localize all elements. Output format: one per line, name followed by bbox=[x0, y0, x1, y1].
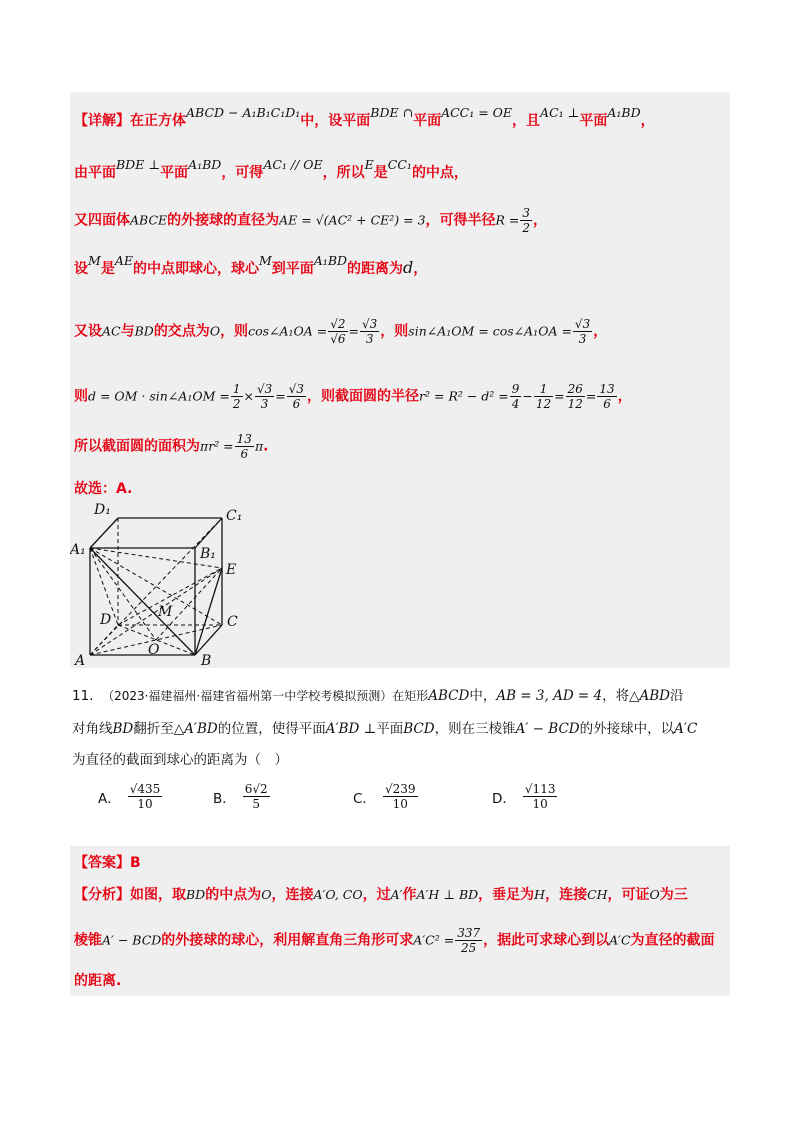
question-line-1 bbox=[72, 684, 684, 704]
segment-ac1 bbox=[90, 518, 222, 655]
math: O bbox=[209, 323, 221, 339]
text: 沿 bbox=[670, 688, 684, 704]
numerator: 6√2 bbox=[244, 782, 268, 796]
edge-ad bbox=[90, 625, 118, 655]
denominator: 2 bbox=[232, 397, 241, 411]
denominator: √6 bbox=[330, 332, 346, 346]
math: BD bbox=[186, 887, 206, 902]
math: = bbox=[554, 388, 565, 404]
label-m: M bbox=[158, 604, 173, 620]
text: 的外接球的球心，利用解直角三角形可求 bbox=[161, 932, 414, 949]
math: A′ − BCD bbox=[102, 932, 162, 948]
denominator: 3 bbox=[260, 397, 269, 411]
fraction bbox=[510, 382, 522, 411]
text: 平面 bbox=[413, 113, 442, 129]
math: d = OM · sin∠A₁OM = bbox=[88, 388, 230, 404]
math: d bbox=[403, 258, 414, 277]
text: ，则 bbox=[380, 323, 409, 340]
solution-line-6 bbox=[74, 382, 632, 411]
math: △A′BD bbox=[173, 721, 218, 737]
numerator: √3 bbox=[362, 317, 378, 331]
text: ， bbox=[593, 323, 608, 340]
question-line-3 bbox=[72, 748, 288, 768]
label-c1: C₁ bbox=[226, 508, 243, 524]
math: πr² = bbox=[200, 438, 234, 454]
text: 是 bbox=[100, 261, 115, 277]
denominator: 2 bbox=[522, 221, 531, 235]
math: A′H ⊥ BD bbox=[416, 887, 479, 902]
fraction bbox=[255, 382, 274, 411]
text: 又四面体 bbox=[74, 212, 130, 229]
text: 【分析】如图，取 bbox=[74, 887, 186, 903]
math: O bbox=[649, 887, 660, 902]
math: A₁BD bbox=[607, 105, 641, 120]
text: ，过 bbox=[362, 887, 391, 903]
fraction bbox=[566, 382, 585, 411]
text: 是 bbox=[373, 165, 388, 181]
fraction bbox=[128, 782, 163, 811]
math: A′ − BCD bbox=[515, 721, 580, 737]
text: ， bbox=[533, 212, 548, 229]
math: π bbox=[254, 438, 264, 454]
solution-line-2 bbox=[74, 157, 468, 182]
text: ， bbox=[640, 113, 655, 129]
fraction bbox=[383, 782, 418, 811]
text: ，则 bbox=[220, 323, 249, 340]
math: = bbox=[348, 323, 360, 339]
label-c: C bbox=[227, 614, 238, 630]
text: 所以截面圆的面积为 bbox=[74, 438, 200, 455]
text: ，连接 bbox=[271, 887, 314, 903]
fraction bbox=[231, 382, 243, 411]
option-label: B． bbox=[213, 790, 236, 807]
text: . bbox=[263, 438, 269, 455]
solution-line-1 bbox=[74, 105, 655, 130]
math: ABCD bbox=[428, 688, 470, 704]
math: A′BD ⊥ bbox=[325, 721, 377, 737]
label-b1: B₁ bbox=[200, 546, 216, 562]
option-label: C． bbox=[353, 790, 376, 807]
math: AE = √(AC² + CE²) = 3 bbox=[279, 212, 426, 228]
text: 为直径的截面 bbox=[630, 932, 715, 949]
cube-figure bbox=[70, 500, 250, 670]
label-a: A bbox=[75, 653, 86, 669]
math: BDE ∩ bbox=[370, 105, 414, 120]
math: A₁BD bbox=[188, 157, 222, 172]
text: ， bbox=[617, 388, 632, 405]
text: 的中点为 bbox=[205, 887, 262, 903]
math: − bbox=[522, 388, 533, 404]
numerator: √3 bbox=[574, 317, 591, 331]
question-line-2 bbox=[72, 717, 697, 737]
label-e: E bbox=[226, 562, 237, 578]
text: 到平面 bbox=[271, 261, 314, 277]
text: 作 bbox=[402, 887, 417, 903]
fraction bbox=[534, 382, 553, 411]
analysis-line-3 bbox=[74, 970, 121, 990]
text: 棱锥 bbox=[74, 932, 102, 949]
numerator: 9 bbox=[511, 382, 520, 396]
text: ，据此可求球心到以 bbox=[483, 932, 610, 949]
label-b: B bbox=[201, 653, 212, 669]
solution-line-7 bbox=[74, 432, 268, 461]
math: A′ bbox=[390, 887, 403, 902]
fraction bbox=[573, 317, 592, 346]
math: CC₁ bbox=[387, 157, 412, 172]
text: 中， bbox=[469, 688, 497, 704]
math: ABCD − A₁B₁C₁D₁ bbox=[186, 105, 301, 120]
math: AB = 3, AD = 4 bbox=[496, 688, 603, 704]
option-c[interactable] bbox=[353, 782, 419, 811]
text: 的中点， bbox=[411, 165, 468, 181]
math: A′C bbox=[609, 932, 631, 948]
denominator: 12 bbox=[567, 397, 583, 411]
denominator: 10 bbox=[392, 797, 408, 811]
option-a[interactable] bbox=[98, 782, 163, 811]
question-number: 11. bbox=[72, 688, 94, 704]
text: 的外接球中，以 bbox=[579, 721, 675, 737]
fraction bbox=[287, 382, 306, 411]
text: 则 bbox=[74, 388, 88, 405]
option-label: D． bbox=[492, 790, 516, 807]
text: ，则在三棱锥 bbox=[434, 721, 516, 737]
math: O bbox=[261, 887, 272, 902]
text: 由平面 bbox=[74, 165, 116, 181]
text: 平面 bbox=[579, 113, 608, 129]
numerator: 1 bbox=[534, 382, 553, 397]
math: cos∠A₁OA = bbox=[248, 323, 328, 339]
math: BDE ⊥ bbox=[116, 157, 161, 172]
math: A₁BD bbox=[313, 253, 348, 268]
denominator: 10 bbox=[137, 797, 153, 811]
math: R = bbox=[495, 212, 520, 228]
denominator: 10 bbox=[532, 797, 548, 811]
math: = bbox=[585, 388, 597, 404]
numerator: √3 bbox=[288, 382, 305, 396]
text: 翻折至 bbox=[133, 721, 174, 737]
denominator: 25 bbox=[461, 941, 477, 955]
text: 平面 bbox=[376, 721, 404, 737]
solution-line-8 bbox=[74, 478, 132, 498]
math: AC bbox=[102, 323, 121, 339]
text: ，可证 bbox=[607, 887, 650, 903]
text: 的外接球的直径为 bbox=[167, 212, 280, 229]
fraction bbox=[360, 317, 379, 346]
denominator: 4 bbox=[511, 397, 520, 411]
option-d[interactable] bbox=[492, 782, 558, 811]
numerator: 1 bbox=[232, 382, 241, 396]
text: ，将 bbox=[602, 688, 630, 704]
denominator: 6 bbox=[292, 397, 301, 411]
math: M bbox=[258, 253, 272, 268]
math: H bbox=[534, 887, 546, 902]
math: BCD bbox=[403, 721, 435, 737]
fraction bbox=[455, 926, 482, 955]
label-o: O bbox=[148, 642, 160, 658]
text: 对角线 bbox=[72, 721, 113, 737]
answer-block bbox=[70, 846, 730, 996]
text: ，连接 bbox=[545, 887, 588, 903]
fraction bbox=[235, 432, 254, 461]
label-a1: A₁ bbox=[70, 542, 86, 558]
math: CH bbox=[587, 887, 608, 902]
text: 的交点为 bbox=[153, 323, 210, 340]
numerator: 13 bbox=[599, 382, 615, 396]
text: ，且 bbox=[512, 113, 541, 129]
math: sin∠A₁OM = cos∠A₁OA = bbox=[408, 323, 572, 339]
edge-a1d1 bbox=[90, 518, 118, 548]
solution-line-3 bbox=[74, 206, 547, 235]
text: 的中点即球心，球心 bbox=[132, 261, 259, 277]
math: r² = R² − d² = bbox=[419, 388, 509, 404]
text: 又设 bbox=[74, 323, 102, 340]
numerator: 13 bbox=[236, 432, 252, 446]
solution-line-4 bbox=[74, 253, 428, 278]
numerator: 26 bbox=[567, 382, 583, 396]
text: 为三 bbox=[659, 887, 688, 903]
analysis-line-2 bbox=[74, 926, 715, 955]
math: BD bbox=[112, 721, 134, 737]
question-source: （2023·福建福州·福建省福州第一中学校考模拟预测）在矩形 bbox=[102, 689, 429, 703]
fraction bbox=[328, 317, 347, 346]
text: 为直径的截面到球心的距离为（ ） bbox=[72, 752, 288, 768]
numerator: √3 bbox=[256, 382, 273, 396]
text: 的距离为 bbox=[347, 261, 404, 277]
text: 的距离. bbox=[74, 973, 122, 989]
denominator: 5 bbox=[252, 797, 261, 811]
fraction bbox=[243, 782, 270, 811]
text: ，可得 bbox=[221, 165, 264, 181]
denominator: 6 bbox=[240, 447, 249, 461]
math: AC₁ ⊥ bbox=[540, 105, 580, 120]
fraction bbox=[597, 382, 616, 411]
math: BD bbox=[134, 323, 154, 339]
math: ACC₁ = OE bbox=[441, 105, 513, 120]
denominator: 3 bbox=[365, 332, 374, 346]
math: AC₁ // OE bbox=[263, 157, 323, 172]
denominator: 12 bbox=[535, 397, 552, 411]
numerator: √239 bbox=[384, 782, 416, 796]
math: A′C bbox=[674, 721, 698, 737]
text: ， bbox=[413, 261, 428, 277]
numerator: √2 bbox=[330, 317, 346, 331]
denominator: 6 bbox=[603, 397, 611, 411]
option-label: A． bbox=[98, 790, 121, 807]
fraction bbox=[520, 206, 532, 235]
numerator: √113 bbox=[524, 782, 556, 796]
text: 设 bbox=[74, 261, 88, 277]
solution-line-5 bbox=[74, 317, 607, 346]
math: = bbox=[275, 388, 286, 404]
answer-text: 【答案】B bbox=[74, 855, 141, 871]
label-d: D bbox=[100, 612, 112, 628]
math: ABCE bbox=[130, 212, 168, 228]
text: 的位置，使得平面 bbox=[217, 721, 326, 737]
numerator: 3 bbox=[522, 206, 531, 220]
fraction bbox=[523, 782, 558, 811]
option-b[interactable] bbox=[213, 782, 271, 811]
label-d1: D₁ bbox=[94, 502, 111, 518]
math: A′O, CO bbox=[313, 887, 363, 902]
text: 中，设平面 bbox=[300, 113, 371, 129]
text: 平面 bbox=[160, 165, 189, 181]
text: ，可得半径 bbox=[425, 212, 496, 229]
answer-line bbox=[74, 852, 141, 872]
math: E bbox=[364, 157, 374, 172]
text: ，所以 bbox=[322, 165, 365, 181]
math: M bbox=[88, 253, 101, 268]
text: ，则截面圆的半径 bbox=[307, 388, 420, 405]
text: 与 bbox=[120, 323, 135, 340]
denominator: 3 bbox=[578, 332, 587, 346]
math: × bbox=[243, 388, 254, 404]
math: A′C² = bbox=[413, 932, 455, 948]
final-choice: 故选：A. bbox=[74, 481, 133, 497]
analysis-line-1 bbox=[74, 884, 688, 904]
math: AE bbox=[114, 253, 133, 268]
text: ，垂足为 bbox=[478, 887, 535, 903]
math: △ABD bbox=[629, 688, 671, 704]
numerator: 337 bbox=[457, 926, 481, 940]
text: 【详解】在正方体 bbox=[74, 113, 186, 129]
numerator: √435 bbox=[129, 782, 161, 796]
